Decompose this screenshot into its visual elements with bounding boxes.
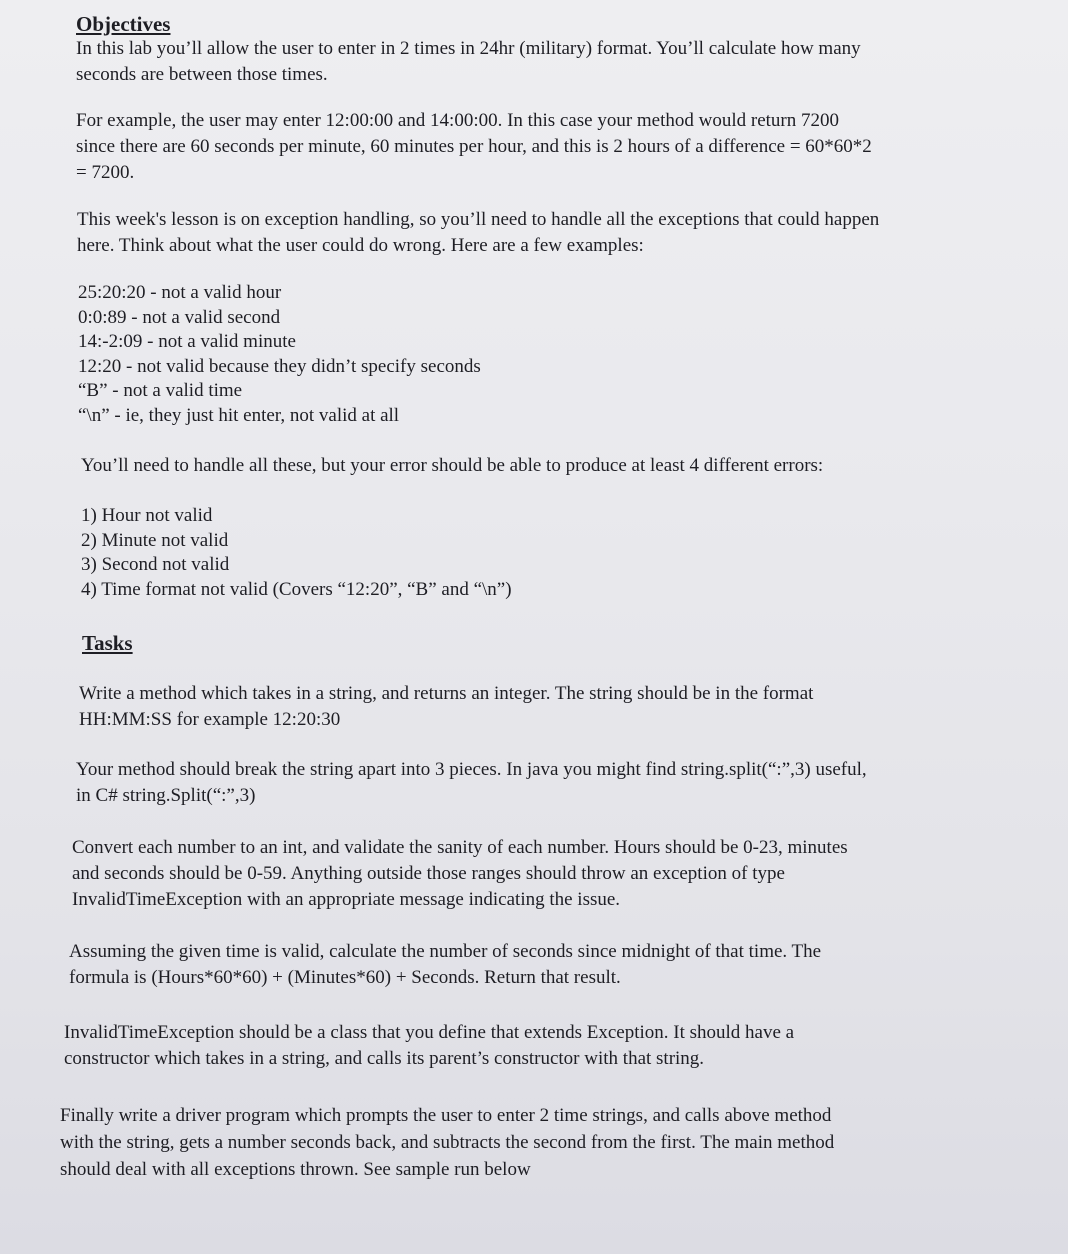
text-line: This week's lesson is on exception handling, so you’ll need to handle all the exceptions that could happen bbox=[77, 209, 880, 230]
text-line: constructor which takes in a string, and calls its parent’s constructor with that string. bbox=[64, 1048, 705, 1069]
text-line: Write a method which takes in a string, and returns an integer. The string should be in the format bbox=[79, 683, 814, 704]
list-item: 12:20 - not valid because they didn’t specify seconds bbox=[78, 355, 481, 377]
text-line: seconds are between those times. bbox=[76, 64, 328, 85]
list-item: 4) Time format not valid (Covers “12:20”, “B” and “\n”) bbox=[81, 578, 512, 600]
objectives-heading: Objectives bbox=[76, 12, 171, 36]
text-line: HH:MM:SS for example 12:20:30 bbox=[79, 709, 341, 730]
list-item: 3) Second not valid bbox=[81, 554, 230, 575]
text-line: and seconds should be 0-59. Anything outside those ranges should throw an exception of type bbox=[72, 863, 785, 884]
text-line: with the string, gets a number seconds back, and subtracts the second from the first. The main method bbox=[60, 1132, 835, 1153]
tasks-heading: Tasks bbox=[82, 631, 133, 655]
text-line: InvalidTimeException should be a class that you define that extends Exception. It should have a bbox=[64, 1022, 795, 1043]
list-item: “\n” - ie, they just hit enter, not valid at all bbox=[78, 404, 400, 426]
text-line: Convert each number to an int, and validate the sanity of each number. Hours should be 0-23, minutes bbox=[72, 837, 848, 858]
text-line: since there are 60 seconds per minute, 60 minutes per hour, and this is 2 hours of a difference = 60*60*2 bbox=[76, 136, 872, 157]
tasks-paragraph bbox=[79, 681, 813, 733]
text-line: Your method should break the string apart into 3 pieces. In java you might find string.split(“:”,3) useful, bbox=[76, 759, 867, 780]
text-line: Assuming the given time is valid, calculate the number of seconds since midnight of that time. The bbox=[69, 941, 822, 962]
error-list bbox=[81, 504, 512, 602]
list-item: “B” - not a valid time bbox=[78, 380, 243, 401]
text-line: should deal with all exceptions thrown. See sample run below bbox=[60, 1159, 531, 1180]
list-item: 25:20:20 - not a valid hour bbox=[78, 282, 282, 303]
errors-intro: You’ll need to handle all these, but your error should be able to produce at least 4 different errors: bbox=[81, 455, 824, 476]
text-line: Finally write a driver program which prompts the user to enter 2 time strings, and calls above method bbox=[60, 1105, 832, 1126]
tasks-paragraph bbox=[72, 835, 848, 913]
tasks-paragraph bbox=[69, 939, 821, 991]
text-line: here. Think about what the user could do wrong. Here are a few examples: bbox=[77, 235, 644, 256]
text-line: in C# string.Split(“:”,3) bbox=[76, 785, 256, 806]
invalid-input-examples bbox=[78, 281, 481, 428]
text-line: = 7200. bbox=[76, 162, 135, 183]
tasks-paragraph bbox=[60, 1102, 834, 1183]
text-line: In this lab you’ll allow the user to enter in 2 times in 24hr (military) format. You’ll calculate how many bbox=[76, 38, 861, 59]
text-line: For example, the user may enter 12:00:00 and 14:00:00. In this case your method would return 7200 bbox=[76, 110, 840, 131]
list-item: 0:0:89 - not a valid second bbox=[78, 306, 281, 328]
objectives-intro bbox=[76, 36, 861, 88]
tasks-paragraph bbox=[76, 757, 867, 809]
text-line: formula is (Hours*60*60) + (Minutes*60) + Seconds. Return that result. bbox=[69, 967, 621, 988]
objectives-example bbox=[76, 108, 872, 186]
list-item: 1) Hour not valid bbox=[81, 505, 213, 526]
list-item: 14:-2:09 - not a valid minute bbox=[78, 331, 296, 352]
list-item: 2) Minute not valid bbox=[81, 529, 229, 551]
tasks-paragraph bbox=[64, 1020, 794, 1072]
text-line: InvalidTimeException with an appropriate message indicating the issue. bbox=[72, 889, 621, 910]
objectives-lesson bbox=[77, 207, 879, 259]
